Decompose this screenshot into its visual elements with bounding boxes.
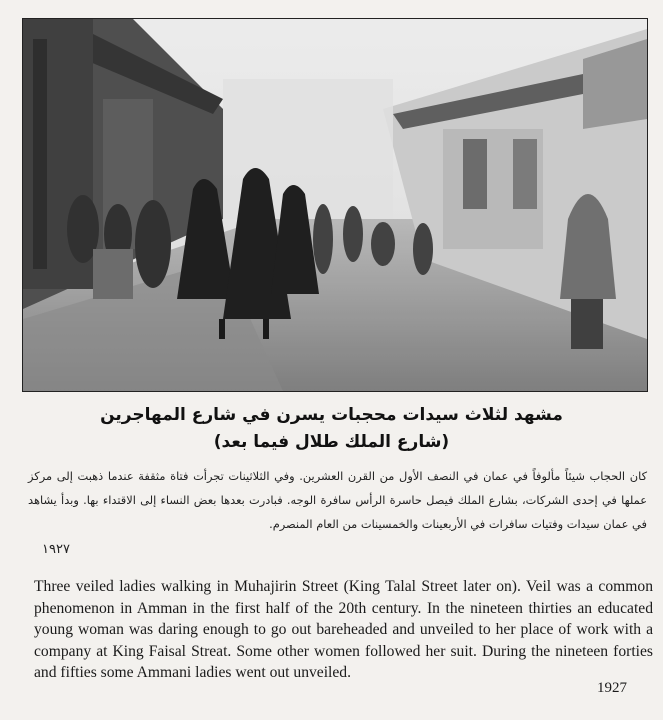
arabic-caption-line1: مشهد لثلاث سيدات محجبات يسرن في شارع المهاجرين [100,405,563,425]
arabic-year: ١٩٢٧ [42,542,70,557]
arabic-description: كان الحجاب شيئاً مألوفاً في عمان في النصف الأول من القرن العشرين. وفي الثلاثينات تجرأت فتاة مثقفة عندما ذهبت إلى مركز عملها في إحدى الشركات، بشارع الملك فيصل حاسرة الرأس سافرة الوجه. فبادرت بعدها بعض النساء إلى الاقتداء بها. وبدأ يشاهد في عمان سيدات وفتيات سافرات في الأربعينات والخمسينات من العام المنصرم. [28,469,647,531]
arabic-caption-line2: (شارع الملك طلال فيما بعد) [213,432,450,452]
street-scene-image [23,19,647,391]
english-year: 1927 [597,680,627,696]
street-photograph [22,18,648,392]
english-description: Three veiled ladies walking in Muhajirin Street (King Talal Street later on). Veil was a common phenomenon in Amman in the first half of the 20th century. In the nineteen thirties an educated young woman was daring enough to go out bareheaded and unveiled to her place of work with a company at King Faisal Streat. Some other women followed her suit. During the nineteen forties and fifties some Ammani ladies went out unveiled. [34,578,653,681]
arabic-caption [40,402,623,456]
